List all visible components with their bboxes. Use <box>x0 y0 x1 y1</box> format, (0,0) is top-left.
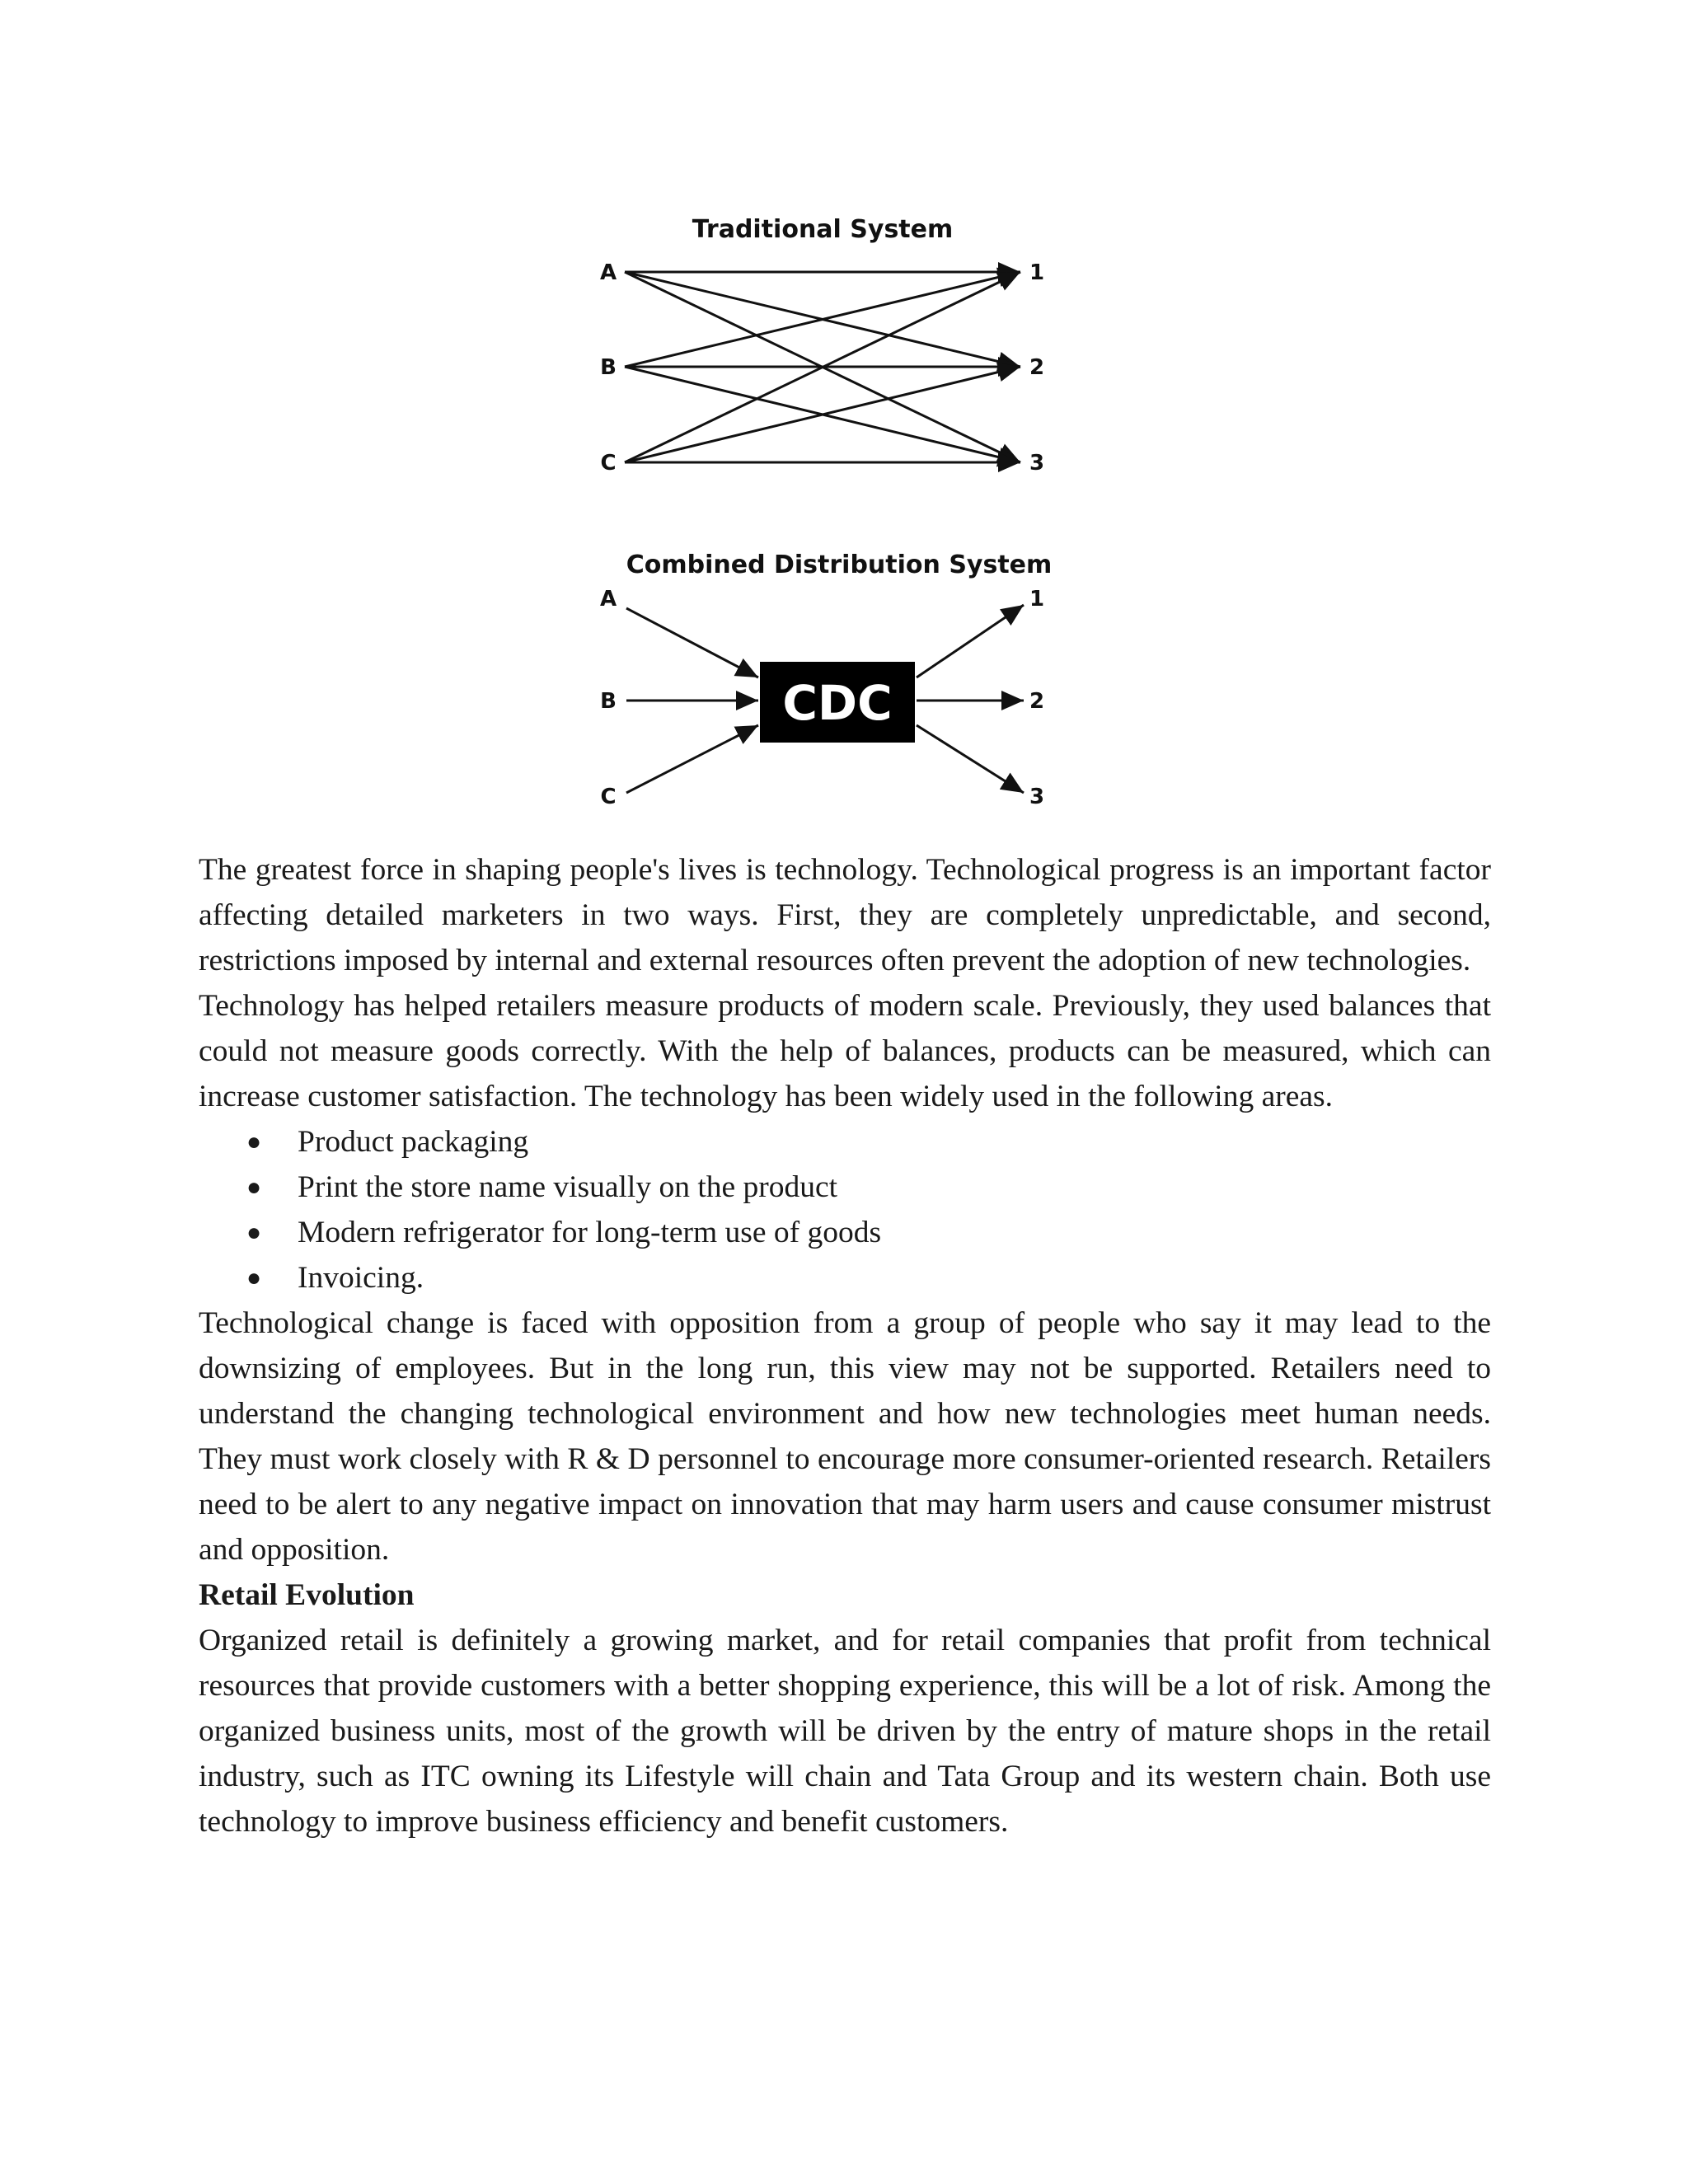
paragraph-technology-force: The greatest force in shaping people's lives is technology. Technological progress is an important factor affecting detailed marketers in two ways. First, they are completely unpredictable, and second, restrictions imposed by internal and external resources often prevent the adoption of new technologies. <box>199 853 1491 977</box>
list-item <box>246 1165 1491 1210</box>
combined-target-1: 1 <box>1029 587 1045 612</box>
combined-source-a: A <box>599 587 617 612</box>
paragraph-technological-change: Technological change is faced with opposition from a group of people who say it may lead to the downsizing of employees. But in the long run, this view may not be supported. Retailers need to understand the changing technological environment and how new technologies meet human needs. They must work closely with R & D personnel to encourage more consumer-oriented research. Retailers need to be alert to any negative impact on innovation that may harm users and cause consumer mistrust and opposition. <box>199 1306 1491 1567</box>
body-text <box>199 847 1491 1844</box>
combined-target-3: 3 <box>1029 785 1045 809</box>
edge-cdc-3 <box>917 725 1024 793</box>
traditional-source-c: C <box>600 451 617 476</box>
combined-target-2: 2 <box>1029 689 1045 714</box>
list-item-text: Invoicing. <box>298 1261 424 1295</box>
traditional-target-3: 3 <box>1029 451 1045 476</box>
edge-c-cdc <box>626 725 758 793</box>
distribution-systems-figure <box>569 206 1113 832</box>
cdc-label: CDC <box>782 675 893 731</box>
section-heading: Retail Evolution <box>199 1578 415 1612</box>
edge-cdc-1 <box>917 605 1024 677</box>
combined-source-b: B <box>600 689 617 714</box>
traditional-source-a: A <box>599 260 617 285</box>
bullet-icon: ● <box>246 1264 262 1291</box>
paragraph-technology-retailers: Technology has helped retailers measure products of modern scale. Previously, they used balances that could not measure goods correctly. With the help of balances, products can be measured, which can increase customer satisfaction. The technology has been widely used in the following areas. <box>199 989 1491 1113</box>
traditional-connections <box>625 272 1020 462</box>
traditional-source-b: B <box>600 355 617 380</box>
list-item-text: Modern refrigerator for long-term use of goods <box>298 1216 882 1249</box>
distribution-diagram <box>569 206 1113 832</box>
bullet-icon: ● <box>246 1219 262 1246</box>
list-item <box>246 1119 1491 1165</box>
traditional-target-1: 1 <box>1029 260 1045 285</box>
technology-areas-list <box>199 1119 1491 1301</box>
bullet-icon: ● <box>246 1174 262 1201</box>
bullet-icon: ● <box>246 1128 262 1155</box>
combined-source-c: C <box>600 785 617 809</box>
traditional-system-title: Traditional System <box>692 215 954 244</box>
list-item-text: Product packaging <box>298 1125 529 1159</box>
paragraph-retail-evolution: Organized retail is definitely a growing market, and for retail companies that profit from technical resources that provide customers with a better shopping experience, this will be a lot of risk. Among the organized business units, most of the growth will be driven by the entry of mature shops in the retail industry, such as ITC owning its Lifestyle will chain and Tata Group and its western chain. Both use technology to improve business efficiency and benefit customers. <box>199 1624 1491 1839</box>
list-item-text: Print the store name visually on the product <box>298 1170 838 1204</box>
traditional-target-2: 2 <box>1029 355 1045 380</box>
list-item <box>246 1210 1491 1255</box>
edge-a-cdc <box>626 608 758 677</box>
combined-system-title: Combined Distribution System <box>626 551 1053 579</box>
list-item <box>246 1255 1491 1301</box>
